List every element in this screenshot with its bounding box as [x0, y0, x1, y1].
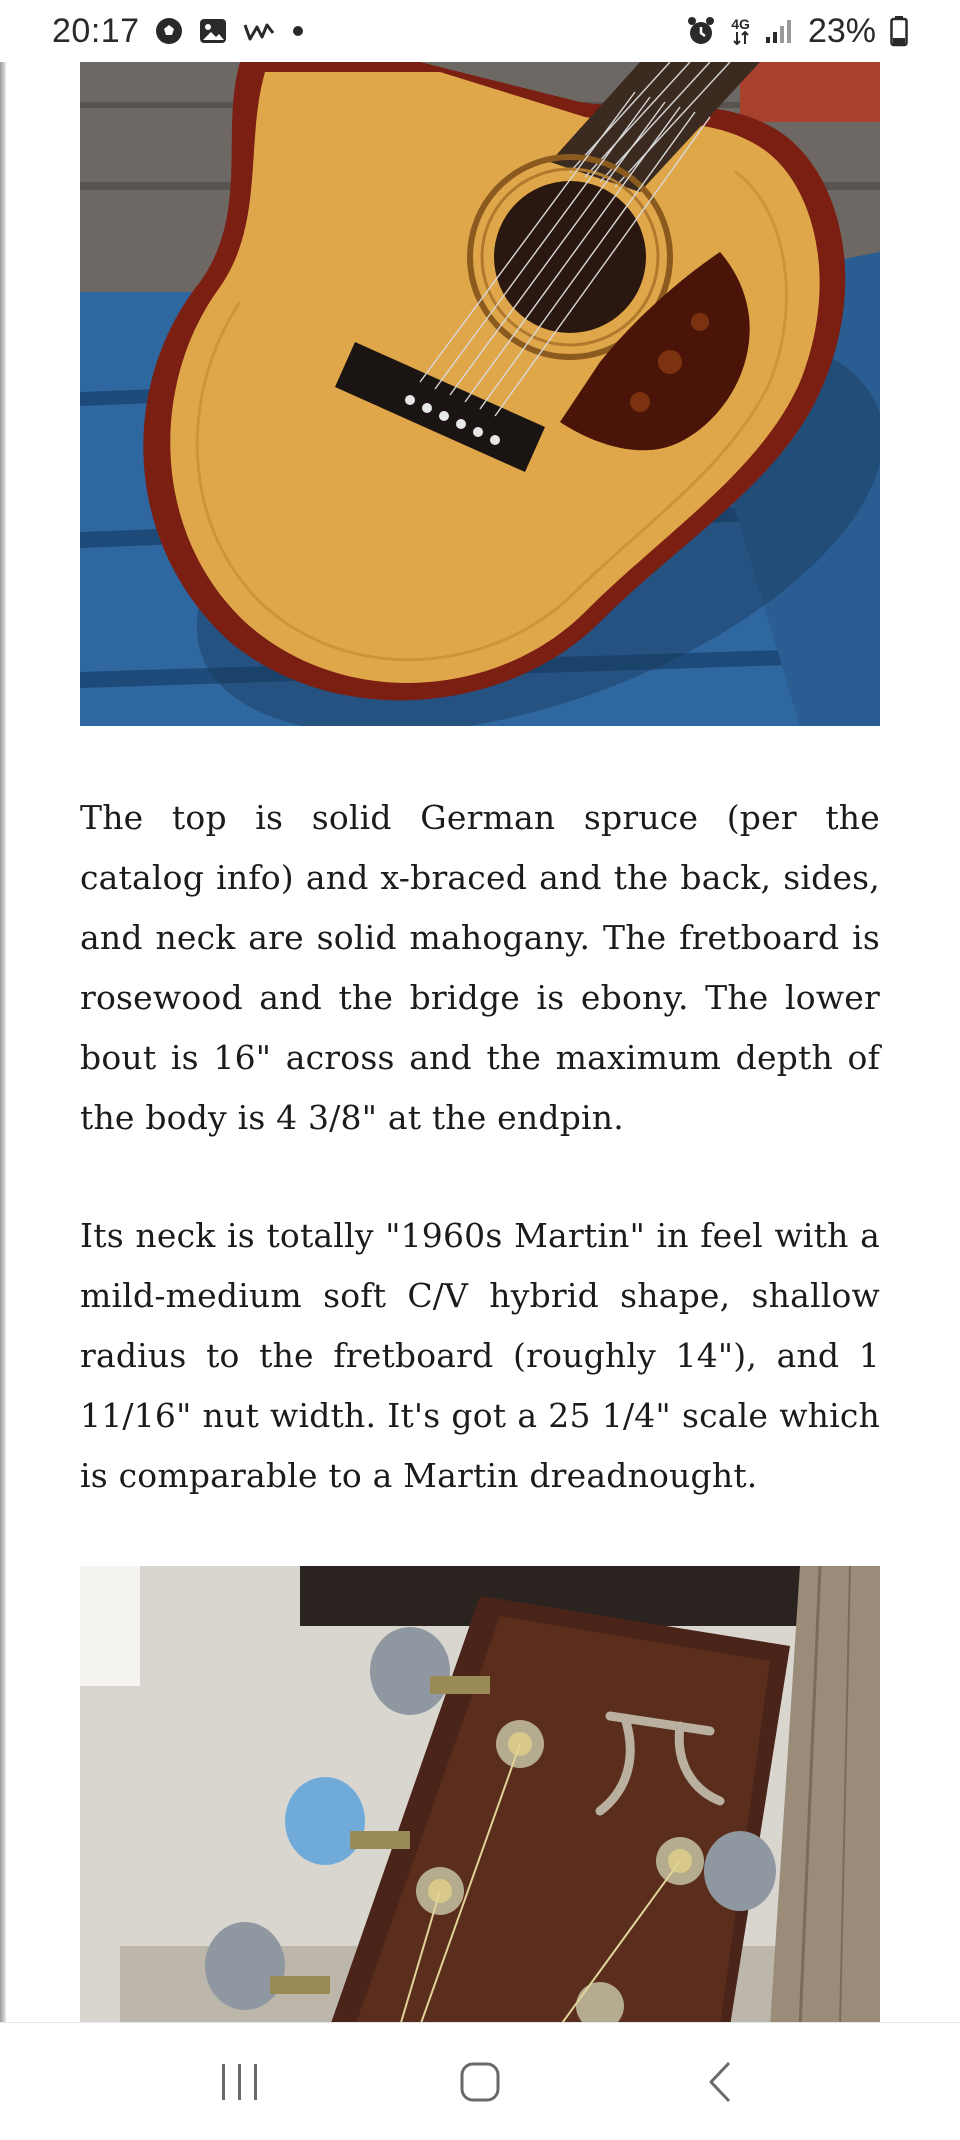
guitar-body-illustration [80, 62, 880, 726]
navigation-bar [0, 2022, 960, 2140]
image-icon [198, 16, 228, 46]
status-right [685, 12, 908, 51]
alarm-clock-icon [685, 15, 717, 47]
article-paragraph-1: The top is solid German spruce (per the catalog info) and x-braced and the back, sides, and neck are solid mahogany. The fretboard is rosewood and the bridge is ebony. The lower bout is 16" across and the maximum depth of the body is 4 3/8" at the endpin. [80, 798, 880, 1137]
back-button[interactable] [675, 2042, 765, 2122]
recent-apps-icon [218, 2062, 262, 2102]
article-content [80, 62, 880, 2026]
home-icon [458, 2060, 502, 2104]
headstock-photo [80, 1566, 880, 2026]
status-left [52, 12, 306, 51]
battery-percent: 23% [807, 11, 876, 50]
headstock-illustration [80, 1566, 880, 2026]
wave-icon [242, 19, 276, 43]
network-type-icon [731, 17, 750, 45]
network-label: 4G [731, 16, 750, 32]
signal-strength-icon [764, 17, 794, 45]
status-bar [0, 0, 960, 62]
status-time: 20:17 [52, 11, 140, 50]
back-chevron-icon [705, 2060, 735, 2104]
dot-icon [290, 23, 306, 39]
scroll-edge-shadow [0, 62, 6, 2022]
article-paragraph-2: Its neck is totally "1960s Martin" in feel with a mild-medium soft C/V hybrid shape, shallow radius to the fretboard (roughly 14"), and 1 11/16" nut width. It's got a 25 1/4" scale which is comparable to a Martin dreadnought. [80, 1216, 880, 1495]
home-button[interactable] [435, 2042, 525, 2122]
recent-apps-button[interactable] [195, 2042, 285, 2122]
guitar-body-photo [80, 62, 880, 726]
battery-icon [890, 15, 908, 47]
soccer-ball-icon [154, 16, 184, 46]
